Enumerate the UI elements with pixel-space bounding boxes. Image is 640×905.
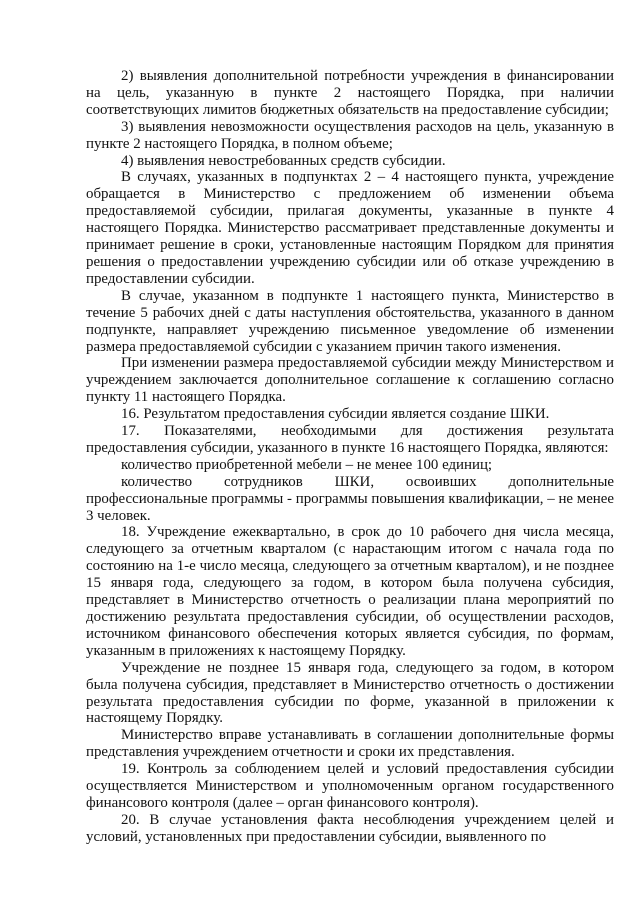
paragraph-item-4: 4) выявления невостребованных средств субсидии.: [121, 152, 446, 169]
paragraph-indicator-furniture: количество приобретенной мебели – не менее 100 единиц;: [121, 456, 493, 473]
paragraph-case-1: В случае, указанном в подпункте 1 настоящего пункта, Министерство в течение 5 рабочих дней с даты наступления обстоятельства, указанного в данном подпункте, направляет учреждению письменное уведомление об изменении размера предоставляемой субсидии с указанием причин такого изменения.: [86, 287, 614, 355]
paragraph-20: 20. В случае установления факта несоблюдения учреждением целей и условий, установленных при предоставлении субсидии, выявленного по: [86, 811, 614, 845]
document-page: [86, 68, 614, 846]
paragraph-cases-2-4: В случаях, указанных в подпунктах 2 – 4 настоящего пункта, учреждение обращается в Министерство с предложением об изменении объема предоставляемой субсидии, прилагая документы, указанные в пункте 4 настоящего Порядка. Министерство рассматривает представленные документы и принимает решение в сроки, установленные настоящим Порядком для принятия решения о предоставлении учреждению субсидии или об отказе учреждению в предоставлении субсидии.: [86, 169, 614, 287]
paragraph-indicator-staff: количество сотрудников ШКИ, освоивших дополнительные профессиональные программы - программы повышения квалификации, – не менее 3 человек.: [86, 473, 614, 524]
paragraph-19: 19. Контроль за соблюдением целей и условий предоставления субсидии осуществляется Министерством и уполномоченным органом государственного финансового контроля (далее – орган финансового контроля).: [86, 761, 614, 811]
paragraph-report-deadline: Учреждение не позднее 15 января года, следующего за годом, в котором была получена субсидия, представляет в Министерство отчетность о достижении результата предоставления субсидии по форме, указанной в приложении к настоящему Порядку.: [86, 659, 614, 727]
paragraph-item-2: 2) выявления дополнительной потребности учреждения в финансировании на цель, указанную в пункте 2 настоящего Порядка, при наличии соответствующих лимитов бюджетных обязательств на предоставление субсидии;: [86, 68, 614, 118]
paragraph-18: 18. Учреждение ежеквартально, в срок до 10 рабочего дня числа месяца, следующего за отчетным кварталом (с нарастающим итогом с начала года по состоянию на 1-е число месяца, следующего за отчетным кварталом), и не позднее 15 января года, следующего за годом, в котором была получена субсидия, представляет в Министерство отчетность о реализации плана мероприятий по достижению результата предоставления субсидии, об осуществлении расходов, источником финансового обеспечения которых является субсидия, по формам, указанным в приложениях к настоящему Порядку.: [86, 524, 614, 659]
paragraph-item-3: 3) выявления невозможности осуществления расходов на цель, указанную в пункте 2 настоящего Порядка, в полном объеме;: [86, 118, 614, 152]
paragraph-size-change: При изменении размера предоставляемой субсидии между Министерством и учреждением заключается дополнительное соглашение к соглашению согласно пункту 11 настоящего Порядка.: [86, 355, 614, 406]
paragraph-16: 16. Результатом предоставления субсидии является создание ШКИ.: [121, 406, 550, 423]
paragraph-17: 17. Показателями, необходимыми для достижения результата предоставления субсидии, указанного в пункте 16 настоящего Порядка, являются:: [86, 423, 614, 456]
paragraph-additional-forms: Министерство вправе устанавливать в соглашении дополнительные формы представления учреждением отчетности и сроки их представления.: [86, 727, 614, 761]
